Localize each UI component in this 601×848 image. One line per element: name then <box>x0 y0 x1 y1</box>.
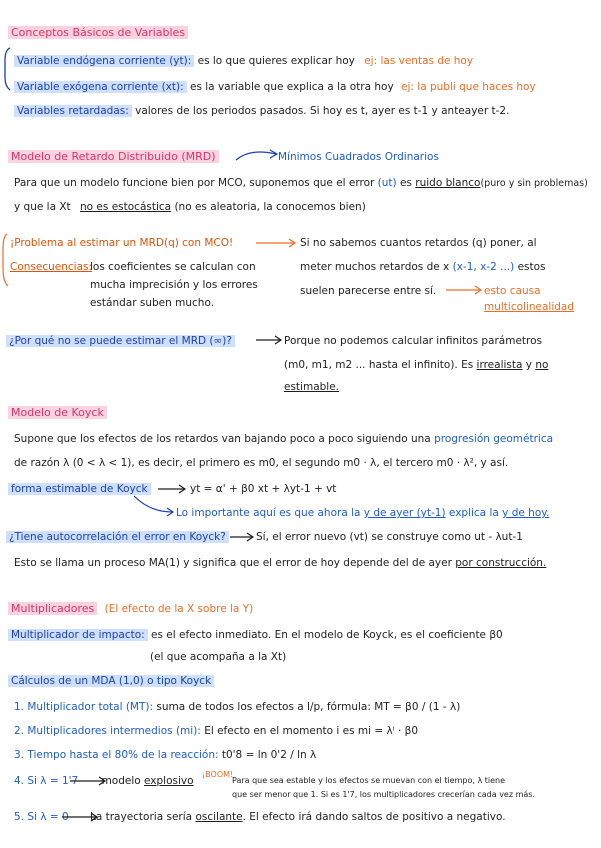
item-4-note-1: Para que sea estable y los efectos se muevan con el tiempo, λ tiene <box>232 776 505 785</box>
arrow-mco <box>236 152 276 160</box>
mrd-infinity-answer-2: (m0, m1, m2 ... hasta el infinito). Es irrealista y no <box>284 359 549 371</box>
consecuencias-3: estándar suben mucho. <box>90 297 215 309</box>
item-5: 5. Si λ = 0 La trayectoria sería oscilante. El efecto irá dando saltos de positivo a negativo. <box>14 811 506 823</box>
item-3: 3. Tiempo hasta el 80% de la reacción: t0'8 = ln 0'2 / ln λ <box>14 749 317 761</box>
koyck-important: Lo importante aquí es que ahora la y de ayer (yt-1) explica la y de hoy. <box>176 507 550 519</box>
mco-note: Mínimos Cuadrados Ordinarios <box>278 151 439 163</box>
item-1: 1. Multiplicador total (MT): suma de todos los efectos a l/p, fórmula: MT = β0 / (1 - λ) <box>14 701 461 713</box>
koyck-line-1: Supone que los efectos de los retardos van bajando poco a poco siguiendo una progresión geométrica <box>14 433 554 445</box>
item-4: 4. Si λ = 1'7 modelo explosivo <box>14 775 194 787</box>
koyck-ma1: Esto se llama un proceso MA(1) y significa que el error de hoy depende del de ayer por construcción. <box>14 557 547 569</box>
consecuencias-1: los coeficientes se calculan con <box>90 261 256 273</box>
koyck-formula: yt = α' + β0 xt + λyt-1 + vt <box>190 483 337 495</box>
problem-right-3: suelen parecerse entre sí. <box>300 285 437 297</box>
bracket-problem <box>3 234 8 286</box>
koyck-autocorr-question: ¿Tiene autocorrelación el error en Koyck? <box>6 530 229 544</box>
consecuencias-label: Consecuencias: <box>10 261 93 273</box>
problem-right-1: Si no sabemos cuantos retardos (q) poner, al <box>300 237 537 249</box>
row-retardadas: Variables retardadas: valores de los periodos pasados. Si hoy es t, ayer es t-1 y anteayer t-2. <box>14 104 509 118</box>
problem-right-2: meter muchos retardos de x (x-1, x-2 ...) estos <box>300 261 546 273</box>
section-title-koyck: Modelo de Koyck <box>8 406 107 420</box>
mrd-infinity-answer-1: Porque no podemos calcular infinitos parámetros <box>284 335 543 347</box>
section-title-multiplicadores: Multiplicadores (El efecto de la X sobre la Y) <box>8 602 253 616</box>
mrd-infinity-answer-3: estimable. <box>284 381 340 393</box>
section-title-mrd: Modelo de Retardo Distribuido (MRD) <box>8 150 219 164</box>
multicolinealidad-note-1: esto causa <box>484 285 541 297</box>
bracket-variables <box>5 48 10 90</box>
item-4-note-2: que ser menor que 1. Si es 1'7, los multiplicadores crecerían cada vez más. <box>232 790 536 799</box>
section-title-conceptos: Conceptos Básicos de Variables <box>8 26 188 40</box>
multicolinealidad-note-2: multicolinealidad <box>484 301 575 313</box>
problem-heading: ¡Problema al estimar un MRD(q) con MCO! <box>10 237 234 249</box>
mrd-line-1: Para que un modelo funcione bien por MCO, suponemos que el error (ut) es ruido blanco(puro y sin problemas) <box>14 177 588 189</box>
multiplicador-impacto-2: (el que acompaña a la Xt) <box>150 651 287 663</box>
calculos-title: Cálculos de un MDA (1,0) o tipo Koyck <box>8 674 214 688</box>
row-endogena: Variable endógena corriente (yt): es lo que quieres explicar hoy ej: las ventas de hoy <box>14 54 473 68</box>
boom-note: ¡BOOM! <box>202 770 234 779</box>
item-2: 2. Multiplicadores intermedios (mi): El efecto en el momento i es mi = λⁱ · β0 <box>14 725 419 737</box>
mrd-infinity-question: ¿Por qué no se puede estimar el MRD (∞)? <box>6 334 235 348</box>
multiplicador-impacto: Multiplicador de impacto: es el efecto inmediato. En el modelo de Koyck, es el coeficiente β0 <box>8 628 503 642</box>
koyck-autocorr-answer: Sí, el error nuevo (vt) se construye como ut - λut-1 <box>256 531 523 543</box>
koyck-line-2: de razón λ (0 < λ < 1), es decir, el primero es m0, el segundo m0 · λ, el tercero m0 · λ², y así. <box>14 457 509 469</box>
consecuencias-2: mucha imprecisión y los errores <box>90 279 258 291</box>
koyck-form-label: forma estimable de Koyck <box>8 482 151 496</box>
mrd-line-2: y que la Xt no es estocástica (no es aleatoria, la conocemos bien) <box>14 201 366 213</box>
row-exogena: Variable exógena corriente (xt): es la variable que explica a la otra hoy ej: la publi que haces hoy <box>14 80 536 94</box>
arrow-koyck-important <box>134 496 172 512</box>
